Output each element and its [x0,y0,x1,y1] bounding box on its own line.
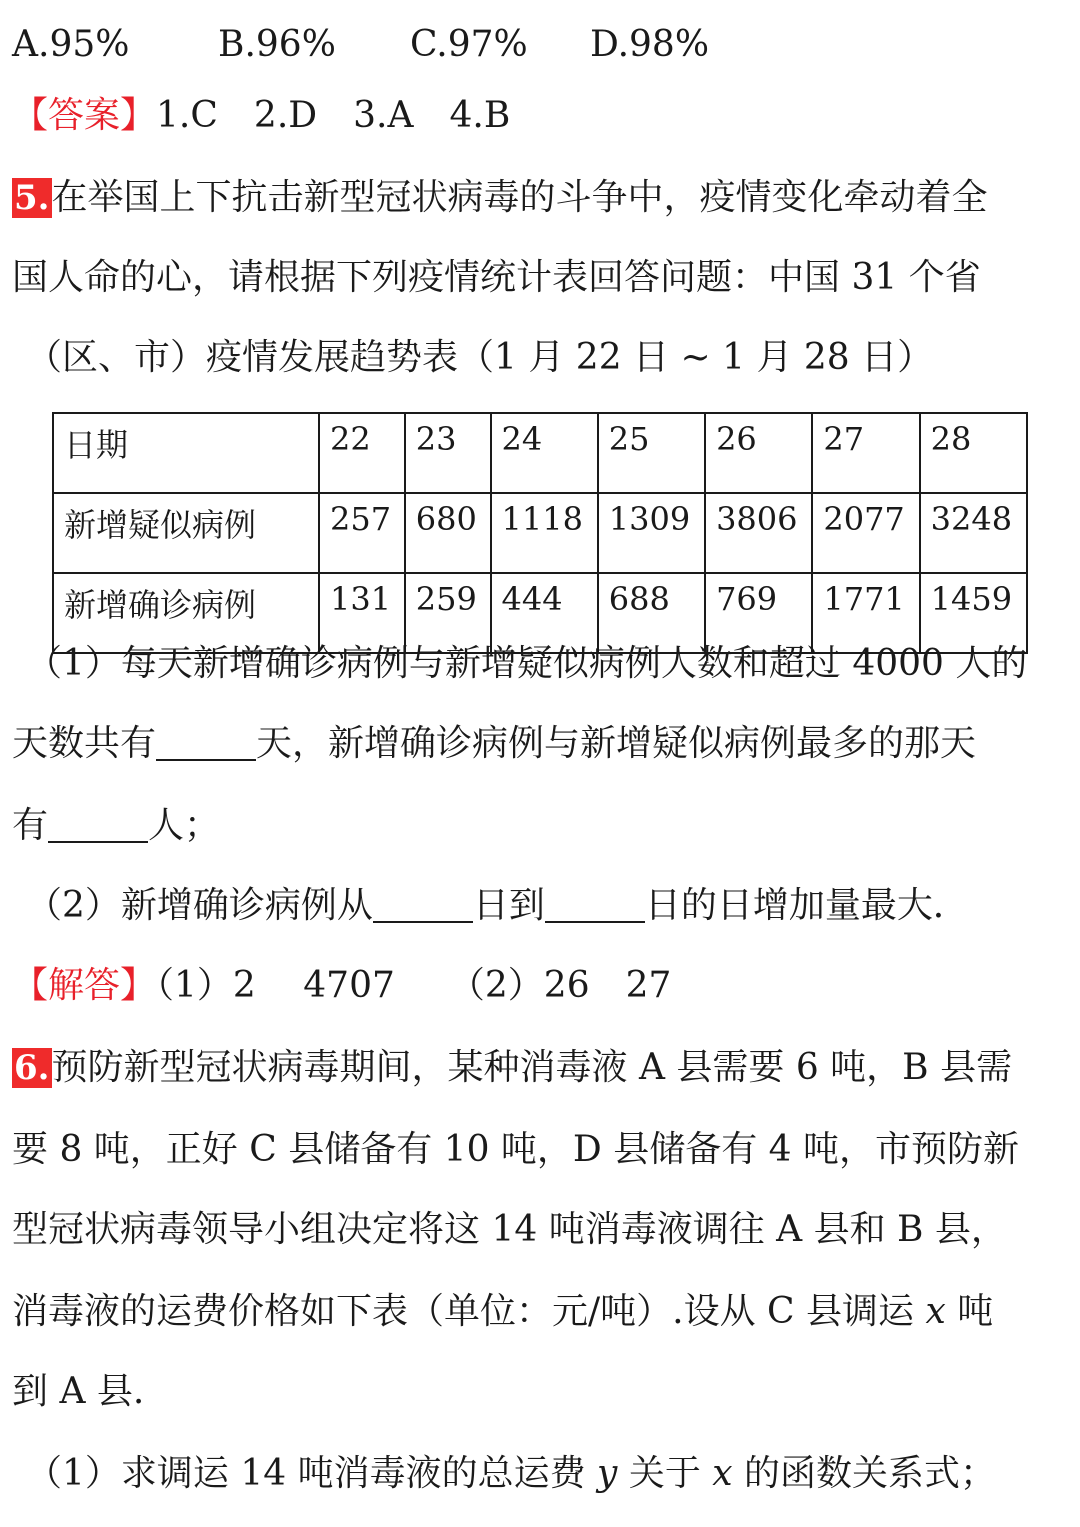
q5-part2-text-c: 日的日增加量最大． [644,885,969,926]
option-d: D.98% [590,24,710,65]
variable-x: x [712,1453,733,1494]
table-cell: 1771 [812,573,919,653]
answer-blank [545,885,645,923]
table-row-label: 新增疑似病例 [53,493,319,573]
solution-tag: 【解答】 [12,965,157,1006]
option-a: A.95% [12,24,130,65]
answer-blank [156,723,256,761]
table-cell: 24 [491,413,598,493]
q6-part1-text-a: （1）求调运 14 吨消毒液的总运费 [26,1453,598,1494]
q6-line-2: 要 8 吨，正好 C 县储备有 10 吨，D 县储备有 4 吨，市预防新 [12,1129,1020,1170]
table-cell: 444 [491,573,598,653]
answer-blank [373,885,473,923]
table-cell: 26 [705,413,812,493]
q6-line-4 [12,1290,993,1334]
q5-line-3: （区、市）疫情发展趋势表（1 月 22 日 ~ 1 月 28 日） [26,337,934,378]
q5-line-1 [12,176,988,220]
epidemic-table [52,412,1028,654]
solution-text: （1）2 4707 （2）26 27 [156,965,672,1006]
q6-part1-line [26,1452,996,1496]
q6-text-4a: 消毒液的运费价格如下表（单位：元/吨）.设从 C 县调运 [12,1291,926,1332]
q5-text-1: 在举国上下抗击新型冠状病毒的斗争中，疫情变化牵动着全 [51,177,988,218]
variable-x: x [925,1291,946,1332]
table-cell: 3806 [705,493,812,573]
answer-blank [48,805,148,843]
table-cell: 769 [705,573,812,653]
table-cell: 1118 [491,493,598,573]
q6-number-badge: 6. [14,1048,50,1088]
q5-part1-text-b: 天，新增确诊病例与新增疑似病例最多的那天 [256,723,977,764]
q5-number-badge: 5. [14,178,50,218]
table-cell: 27 [812,413,919,493]
table-cell: 131 [319,573,405,653]
q5-part1-text-a: 天数共有 [12,723,157,764]
table-cell: 1309 [598,493,705,573]
answer-tag: 【答案】 [12,95,157,136]
table-cell: 23 [405,413,491,493]
table-cell: 3248 [920,493,1027,573]
q5-part2-line [26,884,969,928]
q5-part2-text-b: 日到 [472,885,545,926]
table-row [53,573,1027,653]
table-cell: 257 [319,493,405,573]
q5-line-2: 国人命的心，请根据下列疫情统计表回答问题：中国 31 个省 [12,257,981,298]
table-cell: 688 [598,573,705,653]
q5-part1-text-c: 有 [12,805,49,846]
table-row-label: 新增确诊病例 [53,573,319,653]
option-b: B.96% [218,24,336,65]
table-cell: 25 [598,413,705,493]
option-c: C.97% [410,24,528,65]
answer-text: 1.C 2.D 3.A 4.B [156,95,511,136]
q5-part1-line-3 [12,804,220,848]
table-cell: 1459 [920,573,1027,653]
table-cell: 680 [405,493,491,573]
q6-text-4b: 吨 [945,1291,994,1332]
answer-line [12,94,510,138]
q6-line-3: 型冠状病毒领导小组决定将这 14 吨消毒液调往 A 县和 B 县， [12,1209,1007,1250]
q5-part1-text-d: 人； [148,805,221,846]
q6-text-1: 预防新型冠状病毒期间，某种消毒液 A 县需要 6 吨，B 县需 [51,1047,1013,1088]
q6-line-5: 到 A 县. [12,1371,145,1412]
q6-line-1 [12,1046,1012,1090]
table-cell: 2077 [812,493,919,573]
q5-part1-line-2 [12,722,976,766]
table-row-label: 日期 [53,413,319,493]
q5-part1-line-1: （1）每天新增确诊病例与新增疑似病例人数和超过 4000 人的 [26,643,1028,684]
variable-y: y [597,1453,618,1494]
q5-solution-line [12,964,671,1008]
q6-part1-text-b: 关于 [617,1453,713,1494]
table-row [53,493,1027,573]
table-cell: 22 [319,413,405,493]
table-cell: 28 [920,413,1027,493]
table-row [53,413,1027,493]
q6-part1-text-c: 的函数关系式； [732,1453,997,1494]
q5-part2-text-a: （2）新增确诊病例从 [26,885,373,926]
table-cell: 259 [405,573,491,653]
